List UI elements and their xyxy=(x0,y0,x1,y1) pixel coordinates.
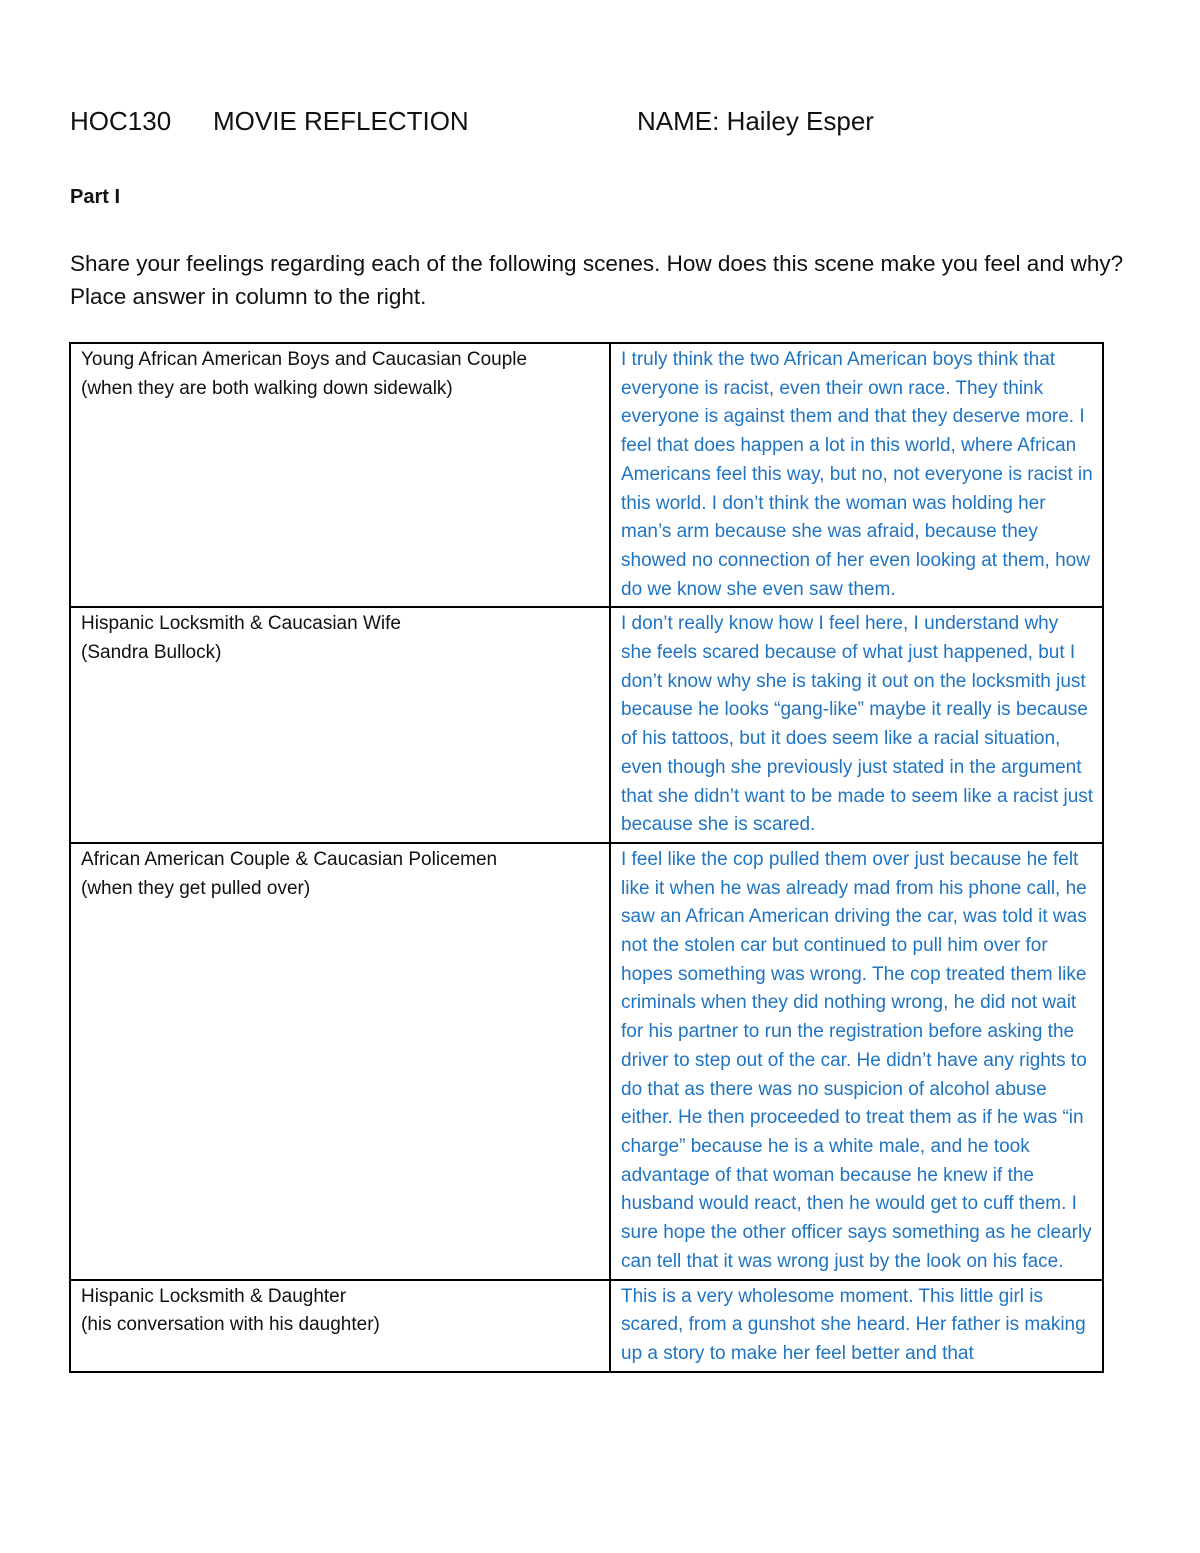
table-row xyxy=(70,607,1103,843)
student-name: NAME: Hailey Esper xyxy=(637,106,874,136)
table-row xyxy=(70,843,1103,1280)
scene-label: African American Couple & Caucasian Policemen xyxy=(81,848,498,870)
answer-cell: I truly think the two African American boys think that everyone is racist, even their own race. They think everyone is against them and that they deserve more. I feel that does happen a lot in this world, where African Americans feel this way, but no, not everyone is racist in this world. I don’t think the woman was holding her man’s arm because she was afraid, because they showed no connection of her even looking at them, how do we know she even saw them. xyxy=(610,343,1103,607)
scene-cell xyxy=(70,343,610,607)
scene-label: Hispanic Locksmith & Caucasian Wife xyxy=(81,613,401,635)
document-header xyxy=(70,104,1130,138)
instructions-text: Share your feelings regarding each of the following scenes. How does this scene make you feel and why? Place answer in column to the right. xyxy=(70,251,1124,309)
scene-reflection-table xyxy=(69,342,1104,1373)
scene-label: Hispanic Locksmith & Daughter xyxy=(81,1285,347,1307)
scene-label: Young African American Boys and Caucasian Couple xyxy=(81,349,528,370)
scene-note: (when they get pulled over) xyxy=(81,877,311,899)
scene-note: (his conversation with his daughter) xyxy=(81,1314,380,1336)
document-title: MOVIE REFLECTION xyxy=(213,106,469,136)
table-row xyxy=(70,343,1103,607)
scene-note: (when they are both walking down sidewalk) xyxy=(81,377,453,399)
scene-note: (Sandra Bullock) xyxy=(81,642,222,664)
scene-cell xyxy=(70,843,610,1280)
answer-cell: I don’t really know how I feel here, I understand why she feels scared because of what just happened, but I don’t know why she is taking it out on the locksmith just because he looks “gang-like” maybe it really is because of his tattoos, but it does seem like a racial situation, even though she previously just stated in the argument that she didn’t want to be made to seem like a racist just because she is scared. xyxy=(610,607,1103,843)
answer-cell: I feel like the cop pulled them over just because he felt like it when he was already mad from his phone call, he saw an African American driving the car, was told it was not the stolen car but continued to pull him over for hopes something was wrong. The cop treated them like criminals when they did nothing wrong, he did not wait for his partner to run the registration before asking the driver to step out of the car. He didn’t have any rights to do that as there was no suspicion of alcohol abuse either. He then proceeded to treat them as if he was “in charge” because he is a white male, and he took advantage of that woman because he knew if the husband would react, then he would get to cuff them. I sure hope the other officer says something as he clearly can tell that it was wrong just by the look on his face. xyxy=(610,843,1103,1280)
scene-cell xyxy=(70,607,610,843)
course-code: HOC130 xyxy=(70,106,172,136)
scene-cell xyxy=(70,1280,610,1372)
part-heading: Part I xyxy=(70,186,121,208)
answer-cell: This is a very wholesome moment. This little girl is scared, from a gunshot she heard. Her father is making up a story to make her feel better and that xyxy=(610,1280,1103,1372)
table-row xyxy=(70,1280,1103,1372)
